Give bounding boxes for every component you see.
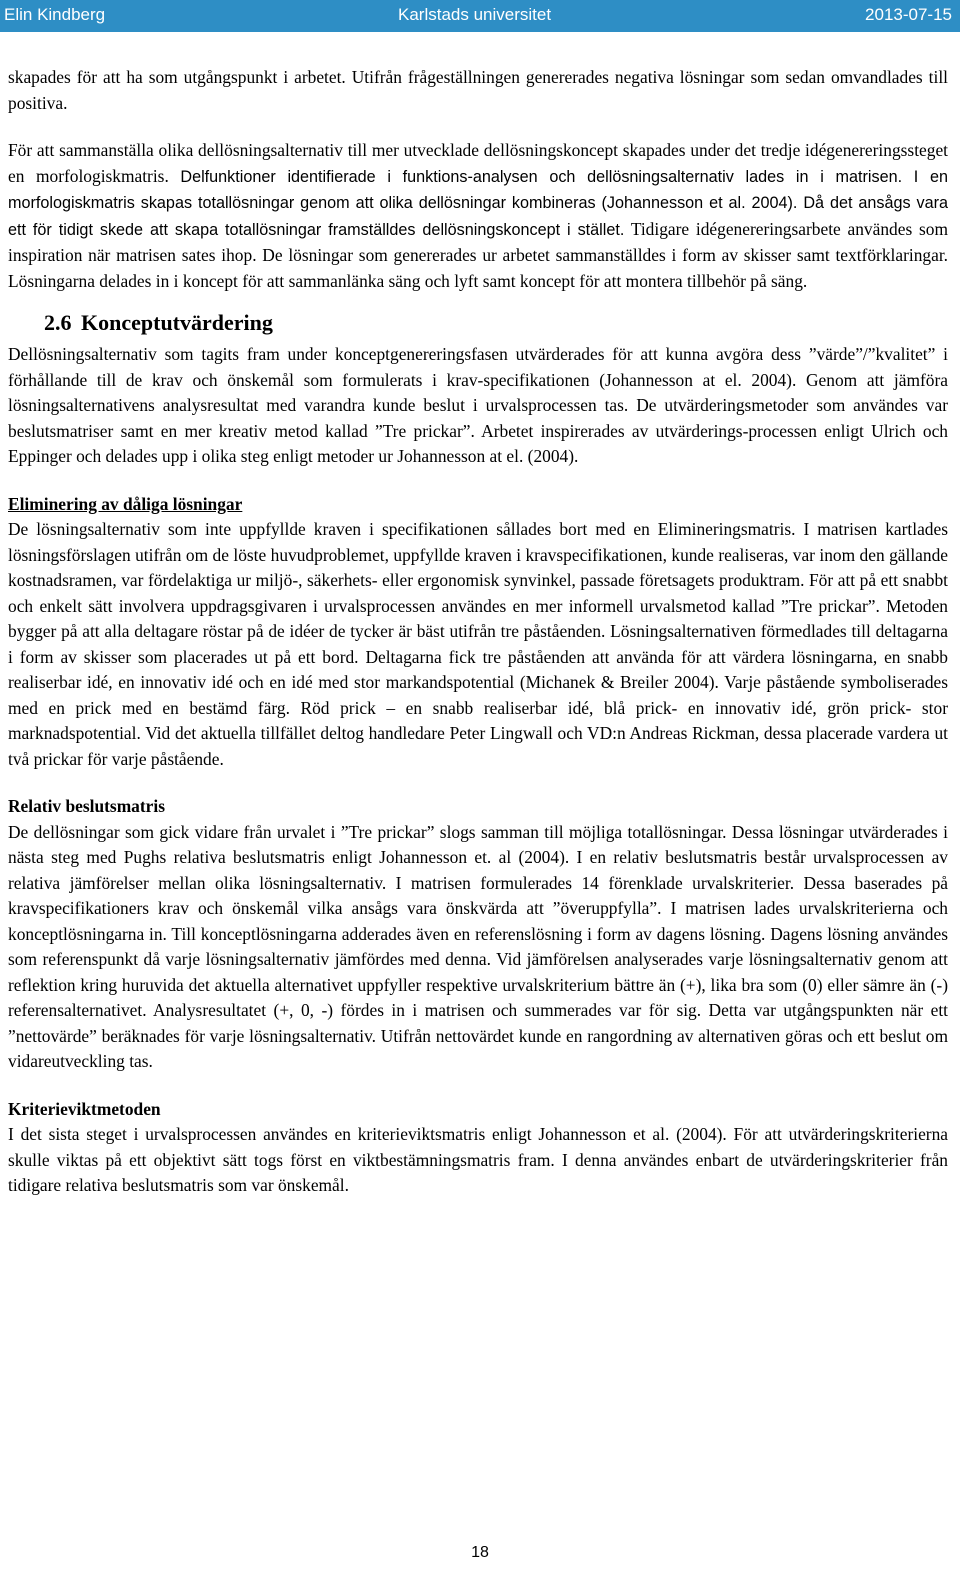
- page-number: 18: [471, 1544, 489, 1561]
- section-number: 2.6: [44, 310, 72, 335]
- morphology-text-part3: Tidigare idégenereringsarbete användes som inspiration när matrisen sates ihop. De lösningar som genererades ur arbetet sammanställdes i form av skisser samt textförklaringar. Lösningarna delades in i koncept för att sammanlänka säng och lyft samt koncept för att montera tillbehör på säng.: [8, 218, 948, 291]
- header-author: Elin Kindberg: [4, 5, 106, 24]
- subsection-title-kriterievikt: Kriterieviktmetoden: [8, 1098, 161, 1119]
- intro-paragraph: skapades för att ha som utgångspunkt i arbetet. Utifrån frågeställningen genererades negativa lösningar som sedan omvandlades till positiva.: [8, 67, 948, 113]
- subsection-text-eliminering: De lösningsalternativ som inte uppfyllde kraven i specifikationen sållades bort med en Elimineringsmatris. I matrisen kartlades lösningsförslagen utifrån om de löste huvudproblemet, uppfyllde kraven i kravspecifikationen, kunde realiseras, var inom den gällande kostnadsramen, var fördelaktiga ur miljö-, säkerhets- eller ergonomisk synvinkel, passade företsagets produktram. För att på ett snabbt och enkelt sätt involvera uppdragsgivaren i urvalsprocessen användes en mer informell urvalsmetod kallad ”Tre prickar”. Metoden bygger på att alla deltagare röstar på de idéer de tycker är bäst utifrån tre påståenden. Lösningsalternativen förmedlades till deltagarna i form av skisser som placerades ut på ett bord. Deltagarna fick tre påståenden att använda för att värdera lösningarna, en snabb realiserbar idé, en innovativ idé och en idé med stor markandspotential (Michanek & Breiler 2004). Varje påstående symboliserades med en prick med en bestämd färg. Röd prick – en snabb realiserbar idé, blå prick- en innovativ idé, grön prick- stor marknadspotential. Vid det aktuella tillfället deltog handledare Peter Lingwall och VD:n Andreas Rickman, dessa placerade vardera ut två prickar för varje påstående.: [8, 519, 948, 769]
- subsection-title-eliminering: Eliminering av dåliga lösningar: [8, 493, 243, 514]
- document-body: [8, 65, 948, 1199]
- section-paragraph: Dellösningsalternativ som tagits fram under konceptgenereringsfasen utvärderades för att kunna avgöra dess ”värde”/”kvalitet” i förhållande till de krav och önskemål som formulerats i krav-specifikationen (Johannesson at el. 2004). Genom att jämföra lösningsalternativens analysresultat med varandra kunde beslut i urvalsprocessen tas. De utvärderingsmetoder som användes var beslutsmatriser samt en mer kreativ metod kallad ”Tre prickar”. Arbetet inspirerades av utvärderings-processen enligt Ulrich och Eppinger och delades upp i olika steg enligt metoder ur Johannesson at el. (2004).: [8, 344, 948, 466]
- section-heading: [8, 308, 948, 338]
- subsection-text-relativ: De dellösningar som gick vidare från urvalet i ”Tre prickar” slogs samman till möjliga totallösningar. Dessa lösningar utvärderades i nästa steg med Pughs relativa beslutsmatris enligt Johannesson et. al (2004). I en relativ beslutsmatris består urvalsprocessen av relativa jämförelser mellan olika lösningsalternativ. I matrisen formulerades 14 förenklade urvalskriterier. Dessa baserades på kravspecifikationers krav och önskemål vilka ansågs vara önskvärda att ”överuppfylla”. I matrisen lades urvalskriterierna och konceptlösningarna in. Till konceptlösningarna adderades även en referenslösning i form av dagens lösning. Dagens lösning användes som referenspunkt då varje lösningsalternativ jämfördes med denna. Vid jämförelsen analyserades varje lösningsalternativ genom att reflektion kring huruvida det aktuella alternativet uppfyller respektive urvalskriterium bättre än (+), lika bra som (0) eller sämre än (-) referensalternativet. Analysresultatet (+, 0, -) fördes in i matrisen och summerades var för sig. Detta var utgångspunkten när ett ”nettovärde” beräknades för varje lösningsalternativ. Utifrån nettovärdet kunde en rangordning av alternativen göras och ett beslut om vidareutveckling tas.: [8, 821, 948, 1071]
- section-title: Konceptutvärdering: [81, 310, 273, 335]
- subsection-text-kriterievikt: I det sista steget i urvalsprocessen användes en kriterieviktsmatris enligt Johannesson et al. (2004). För att utvärderingskriterierna skulle viktas på ett objektivt sätt togs först en viktbestämningsmatris fram. I denna användes enbart de utvärderingskriterier från tidigare relativa beslutsmatris som var önskemål.: [8, 1124, 948, 1195]
- subsection-title-relativ: Relativ beslutsmatris: [8, 796, 165, 816]
- page-header: [0, 0, 960, 32]
- morphology-text-part1: För att sammanställa olika dellösningsalternativ till mer utvecklade dellösningskoncept skapades under det tredje idégenereringssteget en morfologiskmatris.: [8, 140, 948, 186]
- header-university: Karlstads universitet: [398, 5, 552, 24]
- header-date: 2013-07-15: [865, 5, 952, 24]
- morphology-paragraph: [8, 138, 948, 294]
- morphology-text-part2: Delfunktioner identifierade i funktions-analysen och dellösningsalternativ lades in i matrisen. I en morfologiskmatris skapas totallösningar genom att olika dellösningar kombineras (Johannesson et al. 2004). Då det ansågs vara ett för tidigt skede att skapa totallösningar framställdes dellösningskoncept i stället.: [8, 167, 948, 239]
